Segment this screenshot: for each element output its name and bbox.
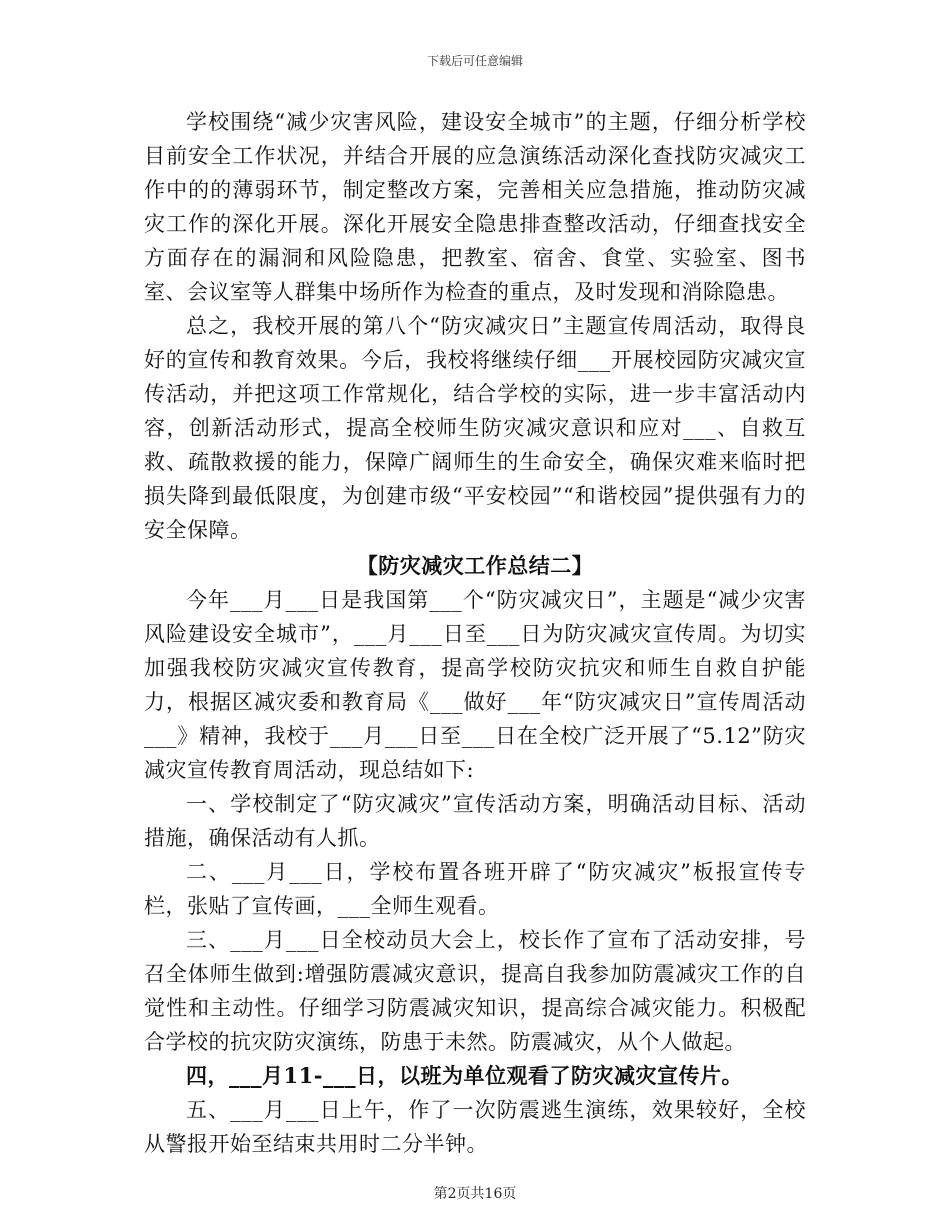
page-number: 第2页共16页 <box>433 1186 517 1202</box>
section-title: 【防灾减灾工作总结二】 <box>356 553 594 578</box>
paragraph: 五、___月___日上午，作了一次防震逃生演练，效果较好，全校从警报开始至结束共用时二分半钟。 <box>144 1098 806 1156</box>
paragraph: 三、___月___日全校动员大会上，校长作了宣布了活动安排，号召全体师生做到:增强防震减灾意识，提高自我参加防震减灾工作的自觉性和主动性。仔细学习防震减灾知识，提高综合减灾能力。积极配合学校的抗灾防灾演练，防患于未然。防震减灾，从个人做起。 <box>144 928 806 1054</box>
paragraph: 今年___月___日是我国第___个“防灾减灾日”，主题是“减少灾害风险建设安全城市”，___月___日至___日为防灾减灾宣传周。为切实加强我校防灾减灾宣传教育，提高学校防灾抗灾和师生自救自护能力，根据区减灾委和教育局《___做好___年“防灾减灾日”宣传周活动___》精神，我校于___月___日至___日在全校广泛开展了“5.12”防灾减灾宣传教育周活动，现总结如下: <box>144 588 806 782</box>
page-header-note: 下载后可任意编辑 <box>426 54 523 68</box>
document-body <box>144 105 806 1161</box>
paragraph: 一、学校制定了“防灾减灾”宣传活动方案，明确活动目标、活动措施，确保活动有人抓。 <box>144 792 806 850</box>
paragraph: 学校围绕“减少灾害风险，建设安全城市”的主题，仔细分析学校目前安全工作状况，并结合开展的应急演练活动深化查找防灾减灾工作中的的薄弱环节，制定整改方案，完善相关应急措施，推动防灾减灾工作的深化开展。深化开展安全隐患排查整改活动，仔细查找安全方面存在的漏洞和风险隐患，把教室、宿舍、食堂、实验室、图书室、会议室等人群集中场所作为检查的重点，及时发现和消除隐患。 <box>144 110 806 304</box>
paragraph: 二、___月___日，学校布置各班开辟了“防灾减灾”板报宣传专栏，张贴了宣传画，___全师生观看。 <box>144 860 806 918</box>
bold-paragraph: 四，___月11-___日，以班为单位观看了防灾减灾宣传片。 <box>186 1063 743 1088</box>
paragraph: 总之，我校开展的第八个“防灾减灾日”主题宣传周活动，取得良好的宣传和教育效果。今后，我校将继续仔细___开展校园防灾减灾宣传活动，并把这项工作常规化，结合学校的实际，进一步丰富活动内容，创新活动形式，提高全校师生防灾减灾意识和应对___、自救互救、疏散救援的能力，保障广阔师生的生命安全，确保灾难来临时把损失降到最低限度，为创建市级“平安校园”“和谐校园”提供强有力的安全保障。 <box>144 314 806 542</box>
